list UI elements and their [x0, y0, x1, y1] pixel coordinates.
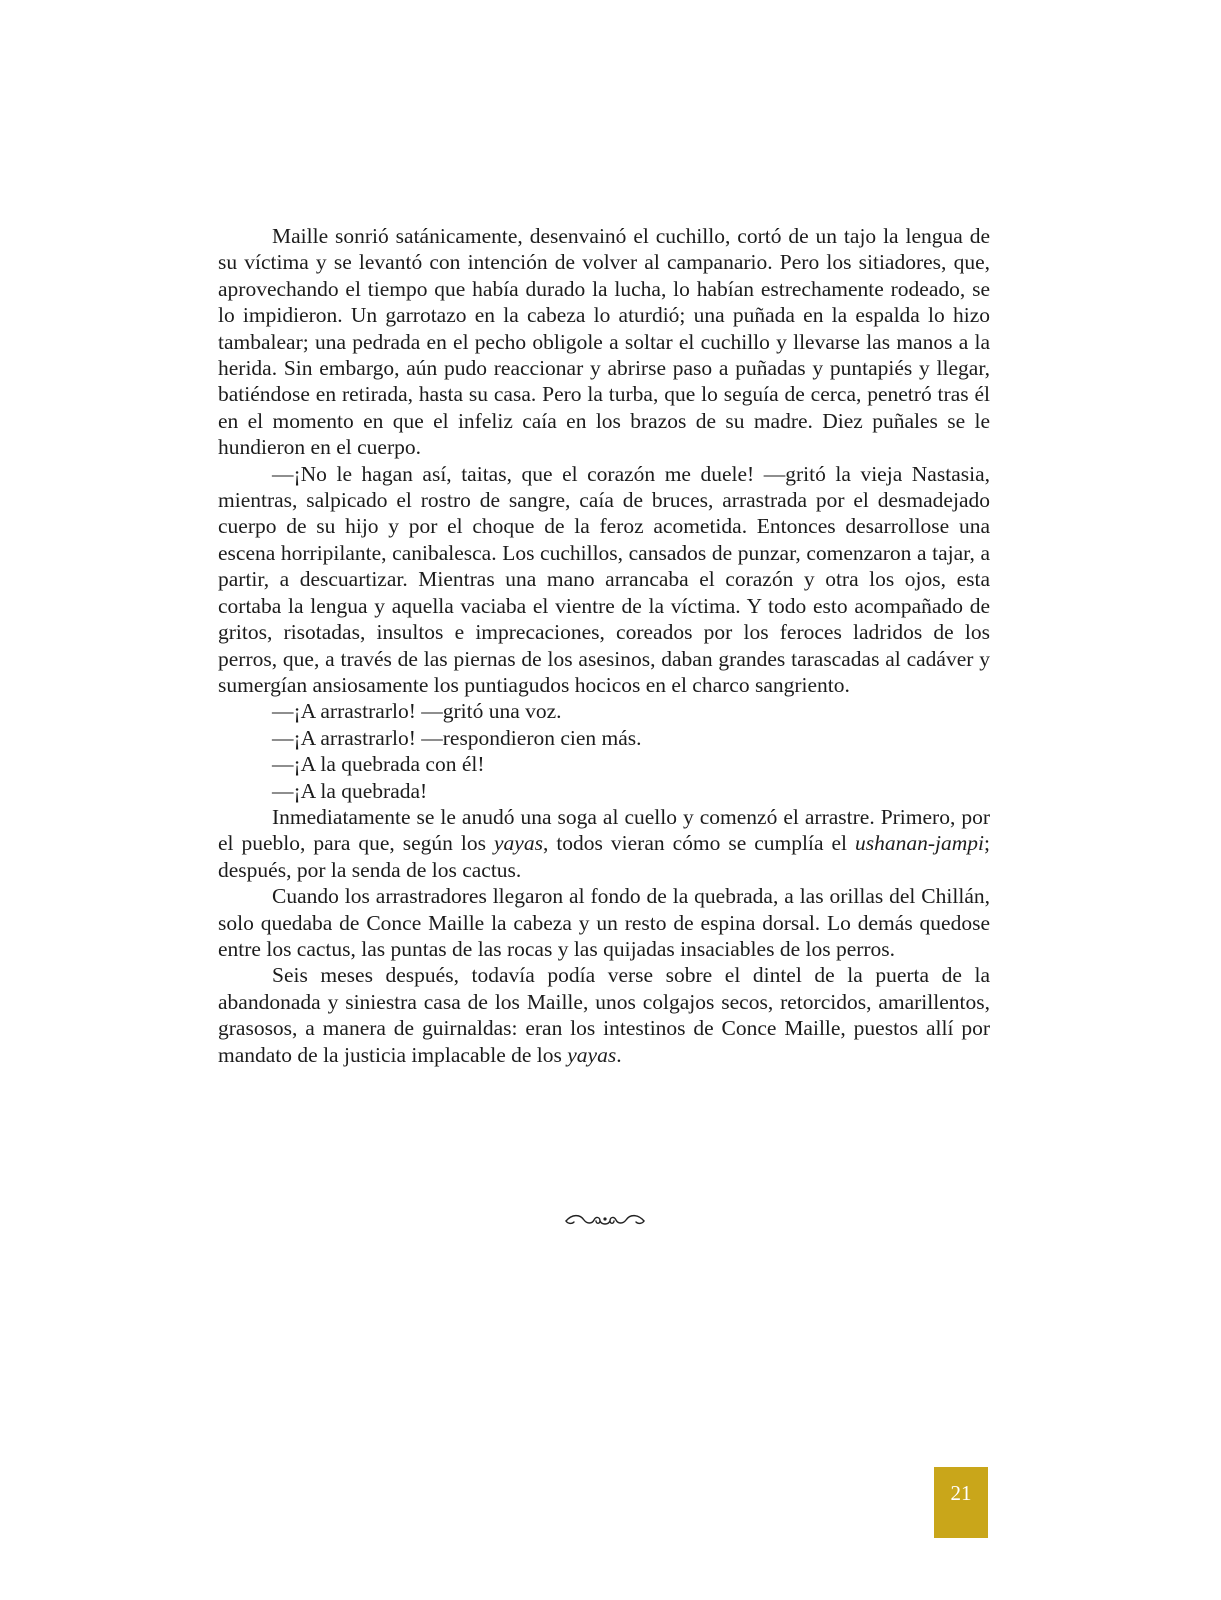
page-number: 21 — [950, 1481, 972, 1505]
flourish-divider-icon — [562, 1210, 648, 1230]
paragraph-quebrada: Cuando los arrastradores llegaron al fondo de la quebrada, a las orillas del Chillán, solo quedaba de Conce Maille la cabeza y un resto de espina dorsal. Lo demás quedose entre los cactus, las puntas de las rocas y las quijadas insaciables de los perros. — [218, 884, 990, 961]
dialogue-line-3: —¡A la quebrada con él! — [272, 752, 485, 777]
paragraph-arrastre-text-2: , todos vieran cómo se cumplía el — [542, 831, 856, 856]
paragraph-arrastre-text-1: Inmediatamente se le anudó una soga al cuello y comenzó el arrastre. Primero, por el pueblo, para que, según los — [218, 804, 990, 856]
paragraph-final-text-2: . — [616, 1042, 622, 1067]
paragraph-final — [218, 962, 990, 1068]
dialogue-line-1: —¡A arrastrarlo! —gritó una voz. — [272, 699, 562, 724]
paragraph-final-text-1: Seis meses después, todavía podía verse sobre el dintel de la puerta de la abandonada y siniestra casa de los Maille, unos colgajos secos, retorcidos, amarillentos, grasosos, a manera de guirnaldas: eran los intestinos de Conce Maille, puestos allí por mandato de la justicia implacable de los — [218, 963, 990, 1067]
italic-yayas-final: yayas — [567, 1042, 617, 1067]
paragraph-arrastre-text-3: ; después, por la senda de los cactus. — [218, 831, 990, 882]
page-number-badge — [934, 1467, 988, 1538]
paragraph-arrastre — [218, 804, 990, 883]
body-text — [218, 223, 990, 1068]
dialogue-line-2: —¡A arrastrarlo! —respondieron cien más. — [272, 725, 642, 750]
italic-yayas: yayas — [494, 831, 543, 856]
dialogue-line-4: —¡A la quebrada! — [272, 778, 428, 803]
italic-ushanan-jampi: ushanan-jampi — [855, 831, 985, 856]
paragraph-maille-attack: Maille sonrió satánicamente, desenvainó el cuchillo, cortó de un tajo la lengua de su víctima y se levantó con intención de volver al campanario. Pero los sitiadores, que, aprovechando el tiempo que había durado la lucha, lo habían estrechamente rodeado, se lo impidieron. Un garrotazo en la cabeza lo aturdió; una puñada en la espalda lo hizo tambalear; una pedrada en el pecho obligole a soltar el cuchillo y llevarse las manos a la herida. Sin embargo, aún pudo reaccionar y abrirse paso a puñadas y puntapiés y llegar, batiéndose en retirada, hasta su casa. Pero la turba, que lo seguía de cerca, penetró tras él en el momento en que el infeliz caía en los brazos de su madre. Diez puñales se le hundieron en el cuerpo. — [218, 224, 990, 460]
paragraph-nastasia: —¡No le hagan así, taitas, que el corazón me duele! —gritó la vieja Nastasia, mientras, salpicado el rostro de sangre, caía de bruces, arrastrada por el desmadejado cuerpo de su hijo y por el choque de la feroz acometida. Entonces desarrollose una escena horripilante, canibalesca. Los cuchillos, cansados de punzar, comenzaron a tajar, a partir, a descuartizar. Mientras una mano arrancaba el corazón y otra los ojos, esta cortaba la lengua y aquella vaciaba el vientre de la víctima. Y todo esto acompañado de gritos, risotadas, insultos e imprecaciones, coreados por los feroces ladridos de los perros, que, a través de las piernas de los asesinos, daban grandes tarascadas al cadáver y sumergían ansiosamente los puntiagudos hocicos en el charco sangriento. — [218, 461, 990, 697]
